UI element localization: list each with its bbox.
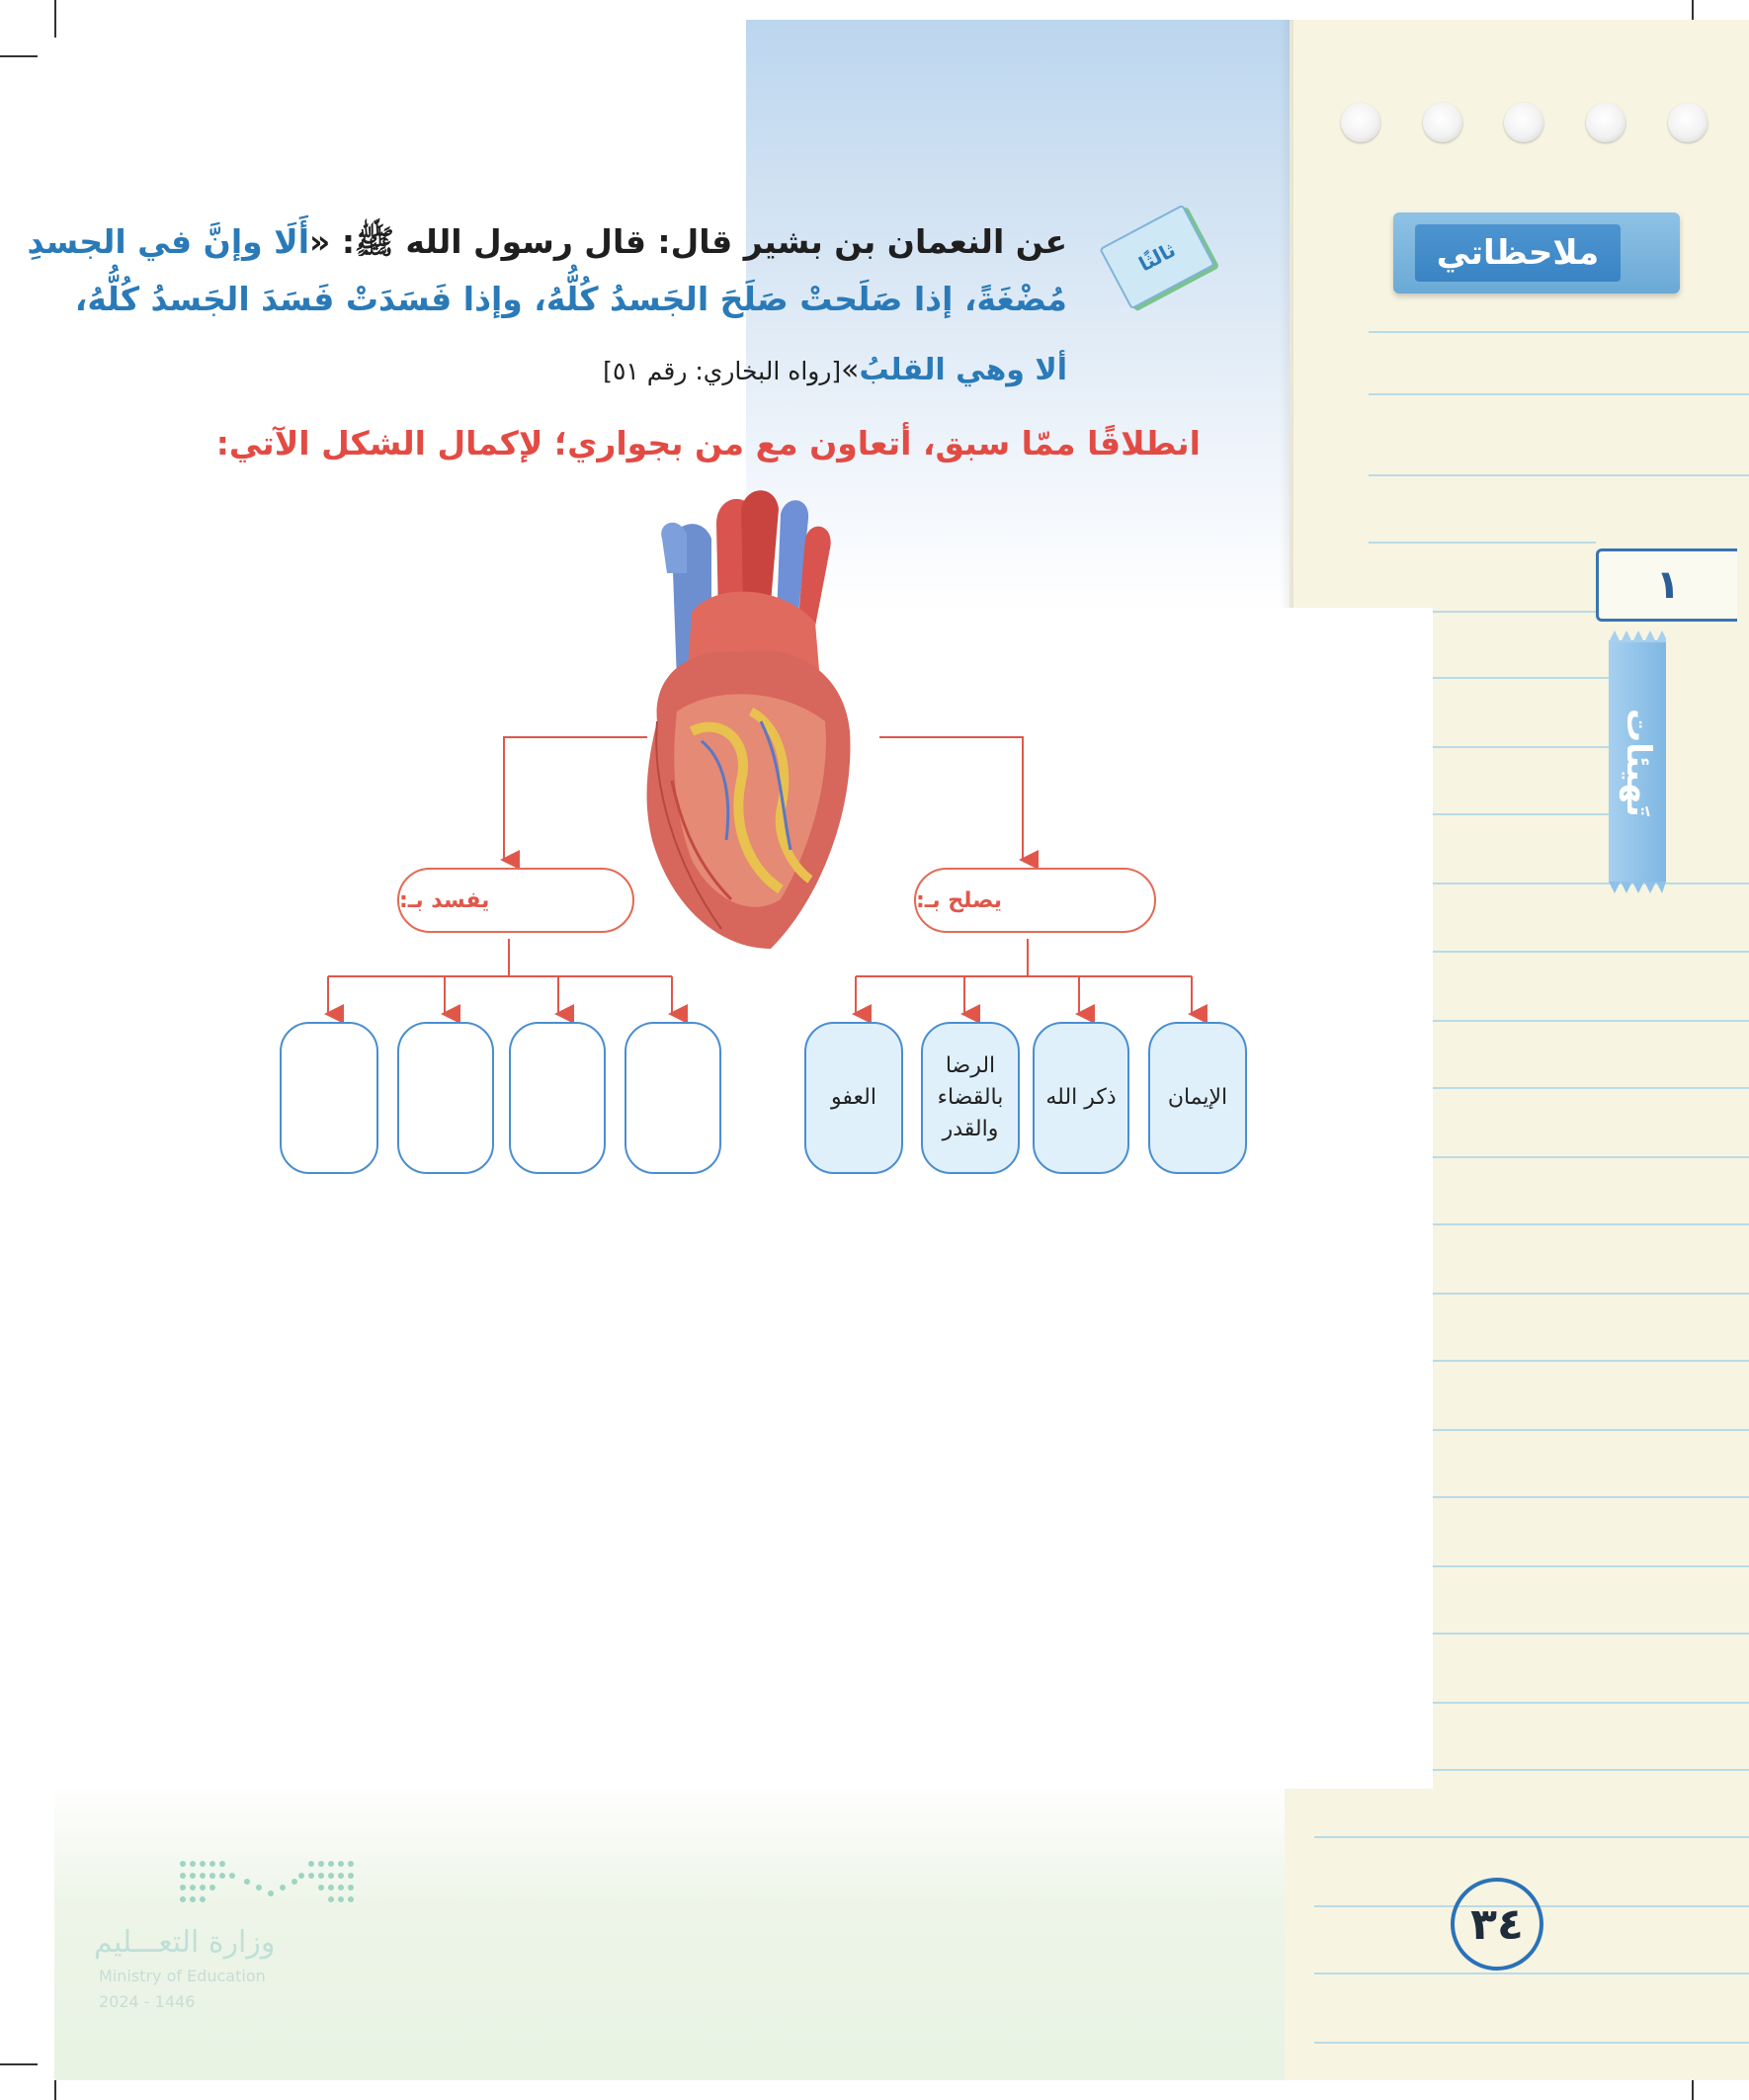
crop-mark — [0, 55, 38, 57]
notes-panel-lower — [1433, 608, 1749, 1789]
hadith-line-3 — [198, 348, 1067, 394]
activity-instruction: انطلاقًا ممّا سبق، أتعاون مع من بجواري؛ لإكمال الشكل الآتي: — [215, 424, 1201, 462]
ruled-line — [1369, 393, 1749, 395]
ruled-line — [1433, 1565, 1749, 1567]
ruled-line — [1433, 1429, 1749, 1431]
section-tab-label: تَهيئات — [1619, 709, 1658, 817]
notes-title: ملاحظاتي — [1415, 224, 1621, 282]
ruled-line — [1433, 1496, 1749, 1498]
bad-category-pill: يفسد بـ: — [397, 868, 634, 933]
hadith-close-quote: » — [841, 353, 860, 387]
hadith-quote-1: أَلَا وإنَّ في الجسدِ — [27, 222, 310, 261]
ruled-line — [1433, 1702, 1749, 1704]
bad-item-box[interactable] — [509, 1022, 606, 1174]
ruled-line — [1433, 1360, 1749, 1362]
page-number: ٣٤ — [1451, 1878, 1543, 1971]
section-tab — [1609, 640, 1666, 882]
ministry-logo-icon — [178, 1858, 356, 1907]
crop-mark — [54, 0, 56, 38]
binder-hole — [1341, 103, 1380, 142]
good-item-box: العفو — [804, 1022, 903, 1174]
ruled-line — [1433, 1769, 1749, 1771]
ruled-line — [1433, 746, 1609, 748]
hadith-intro: عن النعمان بن بشير قال: قال رسول الله ﷺ: « — [309, 222, 1067, 261]
concept-map-connectors — [267, 731, 1255, 988]
ruled-line — [1433, 1087, 1749, 1089]
ruled-line — [1369, 474, 1749, 476]
edition-year: 2024 - 1446 — [99, 1992, 196, 2011]
crop-mark — [54, 2080, 56, 2100]
good-item-box: الرضا بالقضاء والقدر — [921, 1022, 1020, 1174]
ruled-line — [1433, 1633, 1749, 1635]
bad-item-box[interactable] — [280, 1022, 378, 1174]
bad-item-box[interactable] — [625, 1022, 721, 1174]
hadith-line-1 — [27, 219, 1067, 265]
ruled-line — [1314, 1836, 1749, 1838]
ministry-name-ar: وزارة التعـــليم — [94, 1925, 276, 1960]
ruled-line — [1433, 1020, 1749, 1022]
ruled-line — [1369, 542, 1596, 544]
notes-title-box — [1393, 212, 1680, 294]
binder-hole — [1504, 103, 1543, 142]
ruled-line — [1433, 813, 1609, 815]
ruled-line — [1433, 882, 1749, 884]
crop-mark — [1692, 2080, 1694, 2100]
ruled-line — [1314, 2042, 1749, 2044]
good-item-box: ذكر الله — [1033, 1022, 1129, 1174]
good-item-box: الإيمان — [1148, 1022, 1247, 1174]
section-badge: ثالثًا — [1099, 205, 1215, 310]
binder-hole — [1423, 103, 1462, 142]
unit-number-tab: ١ — [1596, 548, 1737, 622]
binder-hole — [1668, 103, 1707, 142]
tab-zigzag-bottom — [1609, 882, 1666, 897]
ruled-line — [1314, 1973, 1749, 1974]
notes-panel-shadow — [1280, 20, 1293, 608]
tab-zigzag-top — [1609, 627, 1666, 642]
bad-item-box[interactable] — [397, 1022, 494, 1174]
ruled-line — [1433, 1223, 1749, 1225]
ruled-line — [1433, 611, 1601, 613]
binder-hole — [1586, 103, 1625, 142]
ruled-line — [1433, 677, 1609, 679]
ministry-name-en: Ministry of Education — [99, 1967, 266, 1985]
ruled-line — [1433, 1156, 1749, 1158]
hadith-quote-3: ألا وهي القلبُ — [859, 353, 1067, 387]
hadith-line-2: مُضْغَةً، إذا صَلَحتْ صَلَحَ الجَسدُ كُلُّهُ، وإذا فَسَدَتْ فَسَدَ الجَسدُ كُلُّهُ، — [74, 280, 1067, 318]
concept-map-arrows — [267, 974, 1255, 1024]
ruled-line — [1369, 331, 1749, 333]
ruled-line — [1433, 1293, 1749, 1295]
ruled-line — [1433, 951, 1749, 953]
good-category-pill: يصلح بـ: — [914, 868, 1156, 933]
crop-mark — [0, 2063, 38, 2065]
hadith-citation: [رواه البخاري: رقم ٥١] — [603, 357, 842, 385]
